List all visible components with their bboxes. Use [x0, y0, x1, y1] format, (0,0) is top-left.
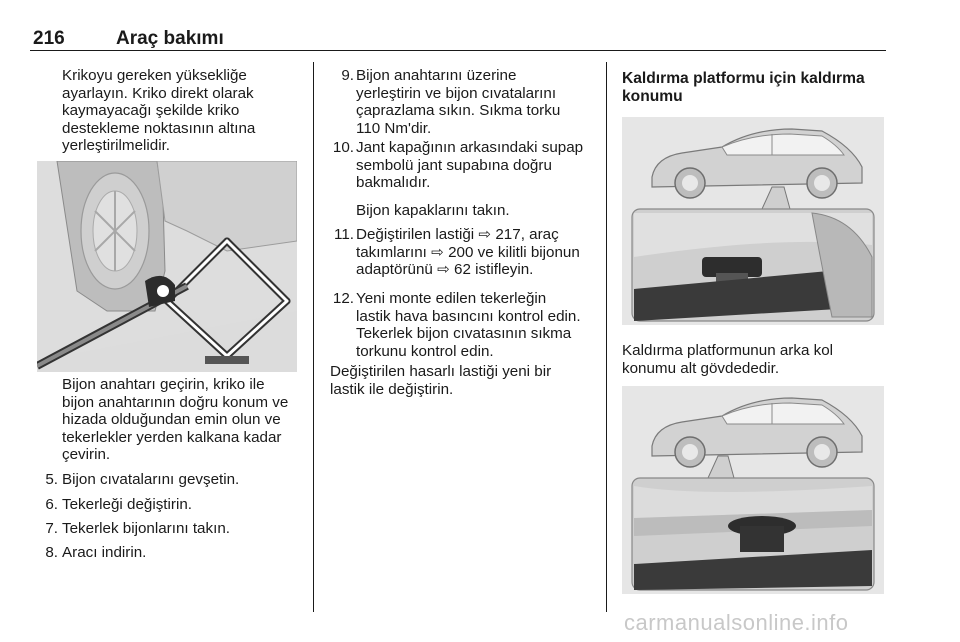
intro-line: destekleme noktasının altına [62, 119, 256, 137]
column-divider-1 [313, 62, 314, 612]
step-number: 6. [45, 496, 58, 513]
column-divider-2 [606, 62, 607, 612]
page-ref-arrow-icon: ⇨ [478, 226, 492, 243]
step-line: Değiştirilen lastiği ⇨ 217, araç [356, 226, 559, 243]
step4-line: tekerlekler yerden kalkana kadar [62, 428, 282, 446]
page-ref-arrow-icon: ⇨ [437, 261, 450, 278]
rear-lift-point-illustration [622, 386, 884, 594]
intro-line: Krikoyu gereken yüksekliğe [62, 67, 247, 84]
step-line: takımlarını ⇨ 200 ve kilitli bijonun [356, 243, 580, 261]
closing-line: Değiştirilen hasarlı lastiği yeni bir [330, 363, 552, 380]
step-number: 5. [45, 471, 58, 488]
step-subtext: Bijon kapaklarını takın. [356, 202, 510, 219]
step-text: Bijon cıvatalarını gevşetin. [62, 471, 240, 488]
step-line: adaptörünü ⇨ 62 istifleyin. [356, 261, 534, 278]
page-header [30, 28, 886, 51]
step4-line: bijon anahtarının doğru konum ve [62, 393, 289, 411]
front-lift-point-illustration [622, 117, 884, 325]
rear-lift-line: konumu alt gövdededir. [622, 359, 780, 377]
step-text: Tekerleği değiştirin. [62, 496, 192, 513]
step-number: 11. [334, 226, 354, 243]
intro-line: yerleştirilmelidir. [62, 137, 171, 154]
page-ref-arrow-icon: ⇨ [431, 243, 444, 261]
step-line: çaprazlama sıkın. Sıkma torku [356, 102, 561, 119]
step-line: yerleştirin ve bijon cıvatalarını [356, 84, 557, 102]
step-text: Tekerlek bijonlarını takın. [62, 520, 230, 537]
step-number: 10. [332, 139, 354, 156]
step-number: 12. [332, 290, 354, 307]
section-title: Araç bakımı [116, 28, 224, 49]
step-line: lastik hava basıncını kontrol edin. [356, 307, 581, 325]
step-line: sembolü jant supabına doğru [356, 156, 552, 174]
step-line: torkunu kontrol edin. [356, 342, 494, 360]
step-number: 8. [45, 544, 58, 561]
subsection-heading: Kaldırma platformu için kaldırma [622, 70, 865, 87]
step-line: Jant kapağının arkasındaki supap [356, 139, 584, 156]
intro-line: kaymayacağı şekilde kriko [62, 102, 240, 119]
page-number: 216 [33, 28, 65, 49]
step4-line: Bijon anahtarı geçirin, kriko ile [62, 376, 265, 393]
step-line: 110 Nm'dir. [356, 119, 432, 137]
step-text: Aracı indirin. [62, 544, 147, 561]
step-line: Tekerlek bijon cıvatasının sıkma [356, 325, 572, 342]
watermark: carmanualsonline.info [624, 610, 849, 635]
step-number: 7. [45, 520, 58, 537]
step-line: bakmalıdır. [356, 174, 431, 191]
subsection-heading: konumu [622, 88, 683, 105]
closing-line: lastik ile değiştirin. [330, 380, 454, 398]
step-line: Bijon anahtarını üzerine [356, 67, 517, 84]
step-line: Yeni monte edilen tekerleğin [356, 290, 547, 307]
step4-line: hizada olduğundan emin olun ve [62, 411, 281, 428]
jack-illustration [37, 161, 297, 372]
step4-line: çevirin. [62, 446, 111, 463]
step-number: 9. [341, 67, 354, 84]
rear-lift-line: Kaldırma platformunun arka kol [622, 342, 834, 359]
intro-line: ayarlayın. Kriko direkt olarak [62, 84, 254, 102]
